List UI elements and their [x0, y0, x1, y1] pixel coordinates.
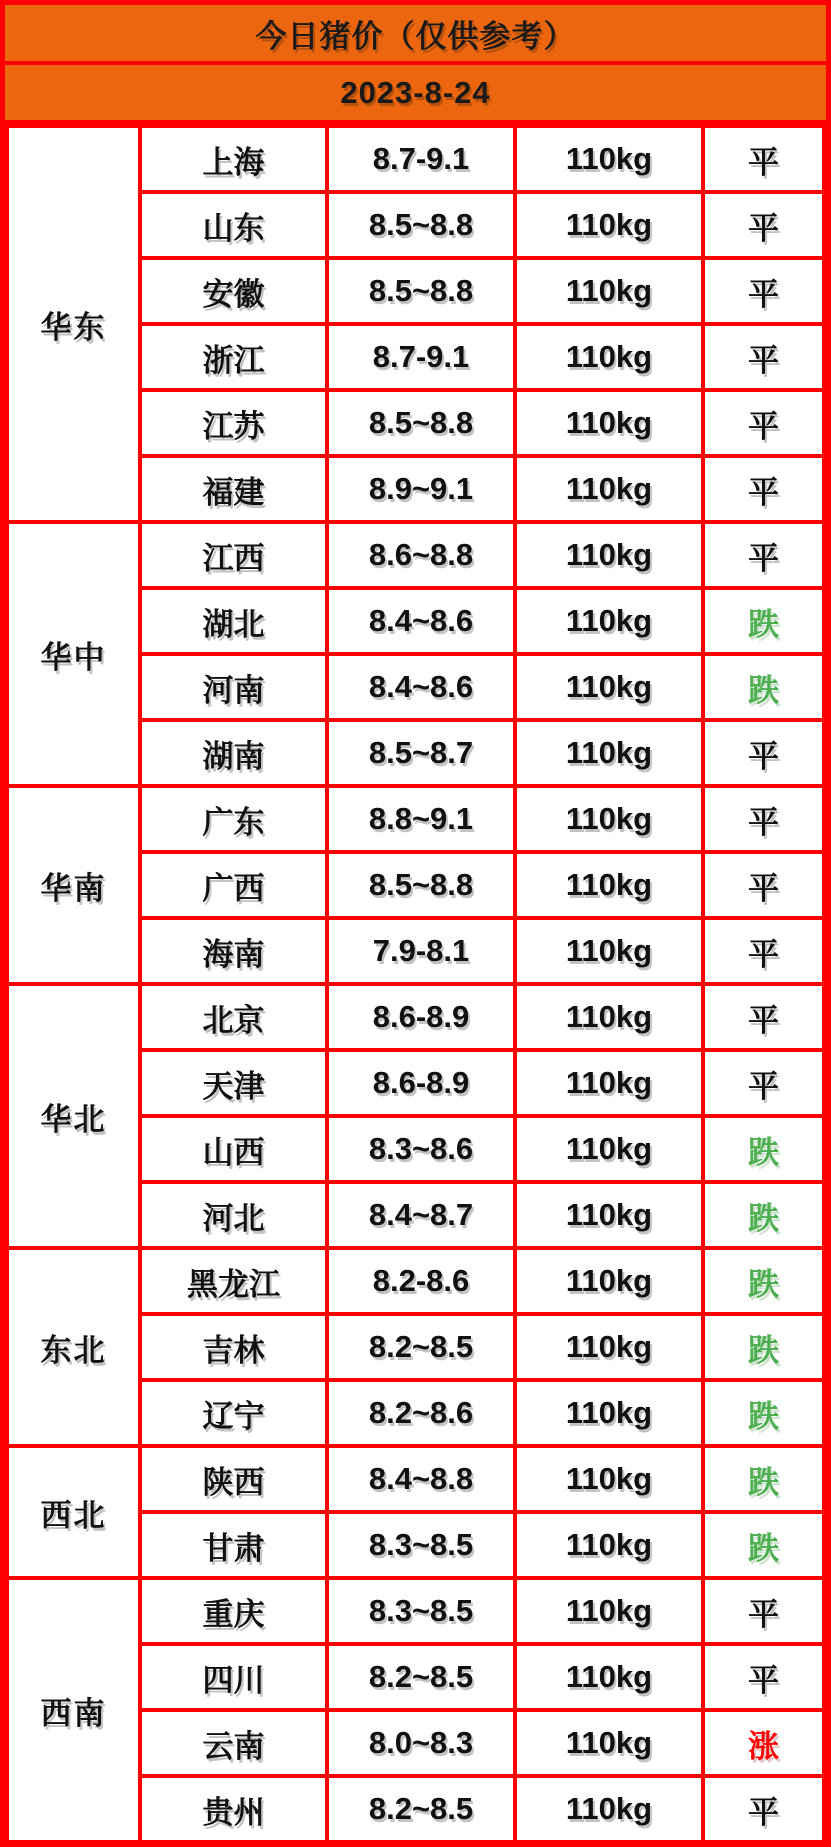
trend-cell: 跌 — [703, 1248, 824, 1314]
trend-cell: 平 — [703, 126, 824, 192]
weight-cell: 110kg — [515, 456, 703, 522]
price-range-cell: 8.8~9.1 — [327, 786, 515, 852]
price-range-cell: 8.7-9.1 — [327, 324, 515, 390]
trend-cell: 平 — [703, 720, 824, 786]
price-range-cell: 8.4~8.6 — [327, 588, 515, 654]
region-cell: 华中 — [7, 522, 140, 786]
province-cell: 海南 — [140, 918, 327, 984]
weight-cell: 110kg — [515, 654, 703, 720]
price-range-cell: 8.5~8.8 — [327, 390, 515, 456]
weight-cell: 110kg — [515, 1710, 703, 1776]
weight-cell: 110kg — [515, 1380, 703, 1446]
price-range-cell: 8.5~8.8 — [327, 258, 515, 324]
province-cell: 辽宁 — [140, 1380, 327, 1446]
province-cell: 甘肃 — [140, 1512, 327, 1578]
trend-cell: 平 — [703, 1776, 824, 1842]
price-range-cell: 8.2~8.6 — [327, 1380, 515, 1446]
region-cell: 华东 — [7, 126, 140, 522]
weight-cell: 110kg — [515, 720, 703, 786]
province-cell: 湖北 — [140, 588, 327, 654]
weight-cell: 110kg — [515, 1578, 703, 1644]
region-cell: 华北 — [7, 984, 140, 1248]
price-range-cell: 8.5~8.7 — [327, 720, 515, 786]
price-range-cell: 8.2-8.6 — [327, 1248, 515, 1314]
price-range-cell: 8.4~8.6 — [327, 654, 515, 720]
weight-cell: 110kg — [515, 1512, 703, 1578]
price-range-cell: 8.2~8.5 — [327, 1314, 515, 1380]
price-range-cell: 8.4~8.7 — [327, 1182, 515, 1248]
province-cell: 贵州 — [140, 1776, 327, 1842]
trend-cell: 跌 — [703, 1380, 824, 1446]
weight-cell: 110kg — [515, 918, 703, 984]
trend-cell: 平 — [703, 324, 824, 390]
trend-cell: 平 — [703, 1644, 824, 1710]
region-cell: 西北 — [7, 1446, 140, 1578]
province-cell: 河北 — [140, 1182, 327, 1248]
price-range-cell: 8.6~8.8 — [327, 522, 515, 588]
region-cell: 华南 — [7, 786, 140, 984]
province-cell: 吉林 — [140, 1314, 327, 1380]
weight-cell: 110kg — [515, 1050, 703, 1116]
price-table — [5, 124, 826, 1844]
trend-cell: 平 — [703, 852, 824, 918]
trend-cell: 平 — [703, 390, 824, 456]
weight-cell: 110kg — [515, 522, 703, 588]
weight-cell: 110kg — [515, 126, 703, 192]
price-range-cell: 8.4~8.8 — [327, 1446, 515, 1512]
price-range-cell: 8.3~8.5 — [327, 1512, 515, 1578]
province-cell: 广西 — [140, 852, 327, 918]
weight-cell: 110kg — [515, 786, 703, 852]
weight-cell: 110kg — [515, 588, 703, 654]
region-cell: 东北 — [7, 1248, 140, 1446]
price-range-cell: 8.6-8.9 — [327, 1050, 515, 1116]
province-cell: 河南 — [140, 654, 327, 720]
province-cell: 安徽 — [140, 258, 327, 324]
weight-cell: 110kg — [515, 1116, 703, 1182]
weight-cell: 110kg — [515, 852, 703, 918]
weight-cell: 110kg — [515, 324, 703, 390]
price-range-cell: 8.0~8.3 — [327, 1710, 515, 1776]
trend-cell: 涨 — [703, 1710, 824, 1776]
trend-cell: 平 — [703, 258, 824, 324]
province-cell: 天津 — [140, 1050, 327, 1116]
weight-cell: 110kg — [515, 1182, 703, 1248]
price-range-cell: 8.7-9.1 — [327, 126, 515, 192]
trend-cell: 跌 — [703, 588, 824, 654]
province-cell: 福建 — [140, 456, 327, 522]
province-cell: 云南 — [140, 1710, 327, 1776]
province-cell: 湖南 — [140, 720, 327, 786]
province-cell: 陕西 — [140, 1446, 327, 1512]
price-range-cell: 8.3~8.6 — [327, 1116, 515, 1182]
price-range-cell: 8.6-8.9 — [327, 984, 515, 1050]
province-cell: 重庆 — [140, 1578, 327, 1644]
trend-cell: 平 — [703, 192, 824, 258]
province-cell: 山西 — [140, 1116, 327, 1182]
price-range-cell: 8.5~8.8 — [327, 852, 515, 918]
region-cell: 西南 — [7, 1578, 140, 1842]
price-range-cell: 8.2~8.5 — [327, 1644, 515, 1710]
province-cell: 上海 — [140, 126, 327, 192]
trend-cell: 跌 — [703, 1182, 824, 1248]
province-cell: 浙江 — [140, 324, 327, 390]
weight-cell: 110kg — [515, 390, 703, 456]
table-row — [7, 1446, 824, 1512]
trend-cell: 跌 — [703, 1512, 824, 1578]
trend-cell: 平 — [703, 522, 824, 588]
table-row — [7, 126, 824, 192]
trend-cell: 平 — [703, 984, 824, 1050]
province-cell: 广东 — [140, 786, 327, 852]
province-cell: 四川 — [140, 1644, 327, 1710]
trend-cell: 跌 — [703, 1314, 824, 1380]
weight-cell: 110kg — [515, 1248, 703, 1314]
trend-cell: 平 — [703, 918, 824, 984]
province-cell: 江西 — [140, 522, 327, 588]
trend-cell: 跌 — [703, 1446, 824, 1512]
province-cell: 山东 — [140, 192, 327, 258]
trend-cell: 平 — [703, 456, 824, 522]
price-range-cell: 8.3~8.5 — [327, 1578, 515, 1644]
trend-cell: 平 — [703, 1578, 824, 1644]
table-row — [7, 522, 824, 588]
table-row — [7, 1248, 824, 1314]
province-cell: 黑龙江 — [140, 1248, 327, 1314]
weight-cell: 110kg — [515, 1644, 703, 1710]
table-row — [7, 1578, 824, 1644]
province-cell: 江苏 — [140, 390, 327, 456]
price-range-cell: 8.2~8.5 — [327, 1776, 515, 1842]
price-range-cell: 8.5~8.8 — [327, 192, 515, 258]
price-range-cell: 7.9-8.1 — [327, 918, 515, 984]
weight-cell: 110kg — [515, 1776, 703, 1842]
weight-cell: 110kg — [515, 984, 703, 1050]
price-range-cell: 8.9~9.1 — [327, 456, 515, 522]
page-title: 今日猪价（仅供参考） — [5, 5, 826, 65]
weight-cell: 110kg — [515, 258, 703, 324]
table-row — [7, 786, 824, 852]
weight-cell: 110kg — [515, 1314, 703, 1380]
date-label: 2023-8-24 — [5, 65, 826, 124]
trend-cell: 跌 — [703, 1116, 824, 1182]
trend-cell: 平 — [703, 1050, 824, 1116]
trend-cell: 跌 — [703, 654, 824, 720]
trend-cell: 平 — [703, 786, 824, 852]
weight-cell: 110kg — [515, 1446, 703, 1512]
weight-cell: 110kg — [515, 192, 703, 258]
table-row — [7, 984, 824, 1050]
province-cell: 北京 — [140, 984, 327, 1050]
